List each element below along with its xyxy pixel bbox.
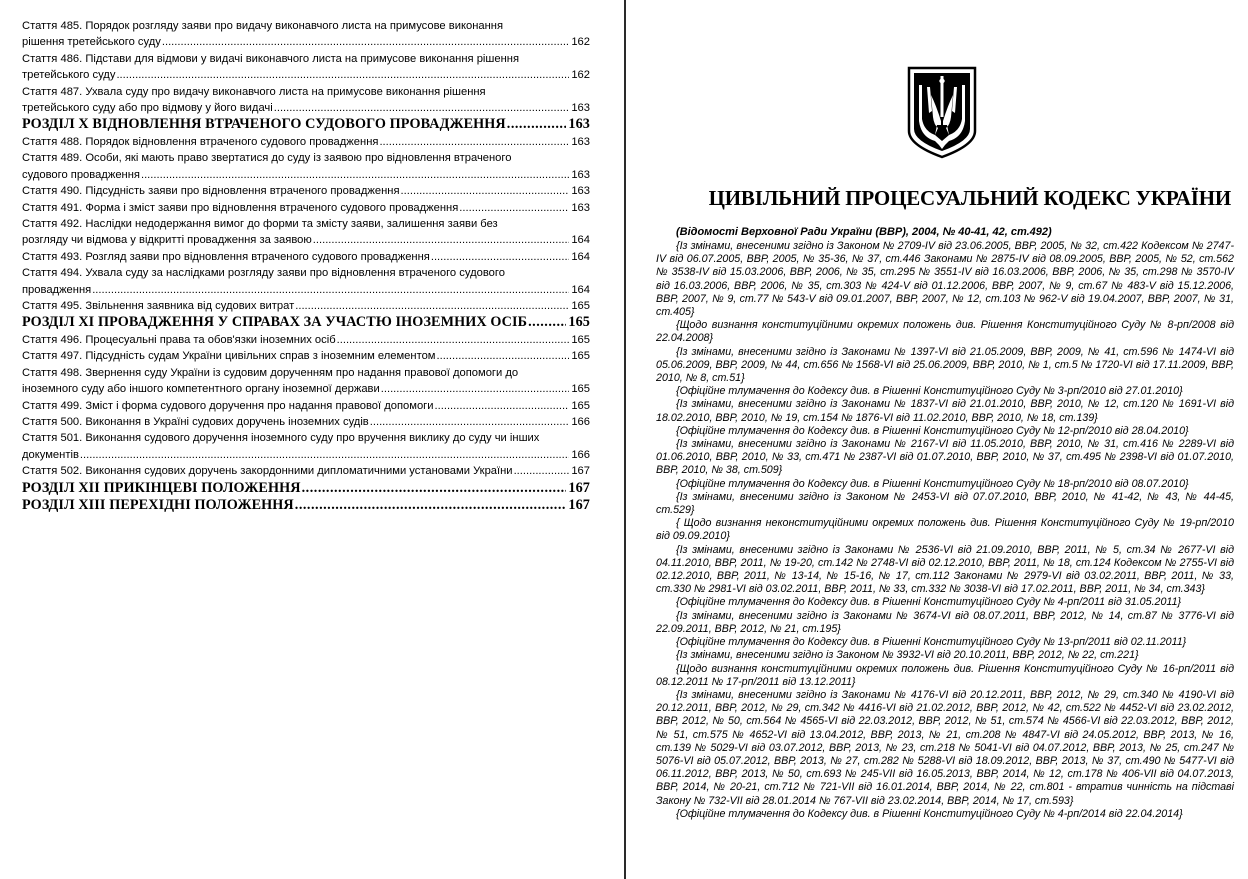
toc-entry[interactable]	[22, 134, 590, 150]
toc-entry-text: РОЗДІЛ XII ПРИКІНЦЕВІ ПОЛОЖЕННЯ	[22, 479, 301, 496]
toc-entry[interactable]	[22, 298, 590, 314]
toc-entry-text: Стаття 485. Порядок розгляду заяви про видачу виконавчого листа на примусове виконання	[22, 20, 504, 32]
toc-page-number: 165	[571, 350, 590, 363]
trident-emblem-icon	[905, 65, 979, 159]
toc-entry-text: Стаття 487. Ухвала суду про видачу виконавчого листа на примусове виконання рішення	[22, 85, 486, 98]
dot-leader	[381, 381, 570, 397]
toc-entry-text: Стаття 490. Підсудність заяви про відновлення втраченого провадження	[22, 185, 400, 198]
toc-entry-text: розгляду чи відмова у відкритті провадження за заявою	[22, 234, 312, 247]
dot-leader	[337, 332, 570, 348]
toc-entry-text: третейського суду	[22, 69, 116, 82]
toc-entry-text: рішення третейського суду	[22, 36, 161, 49]
toc-entry-text: третейського суду або про відмову у його видачі	[22, 102, 273, 115]
toc-entry-text: Стаття 488. Порядок відновлення втраченого судового провадження	[22, 135, 379, 148]
dot-leader	[80, 447, 569, 463]
amendment-note: {Із змінами, внесеними згідно із Законом № 2453-VI від 07.07.2010, ВВР, 2010, № 41-42, № 43, № 44-45, ст.529}	[656, 490, 1234, 517]
toc-entry[interactable]	[22, 398, 590, 414]
dot-leader	[528, 314, 566, 332]
dot-leader	[92, 282, 569, 298]
toc-page-number: 163	[571, 102, 590, 115]
toc-entry-text: іноземного суду або іншого компетентного органу іноземної держави	[22, 383, 380, 396]
toc-page-number: 167	[568, 479, 590, 496]
dot-leader	[162, 34, 569, 50]
toc-page-number: 164	[571, 234, 590, 247]
amendment-note: {Офіційне тлумачення до Кодексу див. в Рішенні Конституційного Суду № 4-рп/2014 від 22.04.2014}	[676, 807, 1183, 820]
dot-leader	[436, 348, 569, 364]
amendment-note: {Із змінами, внесеними згідно із Законами № 3674-VI від 08.07.2011, ВВР, 2012, № 14, ст.87 № 3776-VI від 22.09.2011, ВВР, 2012, № 21, ст.195}	[656, 609, 1234, 635]
dot-leader	[507, 116, 567, 134]
toc-entry[interactable]	[22, 150, 590, 183]
toc-section[interactable]	[22, 480, 590, 498]
toc-entry-text: Стаття 486. Підстави для відмови у видачі виконавчого листа на примусове виконання рішення	[22, 52, 520, 65]
amendment-note: {Офіційне тлумачення до Кодексу див. в Рішенні Конституційного Суду № 13-рп/2011 від 02.11.2011}	[676, 636, 1187, 649]
toc-entry-text: провадження	[22, 283, 92, 296]
amendment-note: {Із змінами, внесеними згідно із Законами № 1837-VI від 21.01.2010, ВВР, 2010, № 12, ст.120 № 1691-VI від 18.02.2010, ВВР, 2010, № 19, ст.154 № 1876-VI від 11.02.2010, ВВР, 2010, № 18, ст.139}	[656, 398, 1234, 424]
toc-page-number: 162	[571, 69, 590, 82]
toc-entry-text: Стаття 494. Ухвала суду за наслідками розгляду заяви про відновлення втраченого судового	[22, 267, 505, 280]
toc-entry-text: Стаття 497. Підсудність судам України цивільних справ з іноземним елементом	[22, 350, 436, 363]
toc-entry-text: РОЗДІЛ X ВІДНОВЛЕННЯ ВТРАЧЕНОГО СУДОВОГО ПРОВАДЖЕННЯ	[22, 116, 506, 133]
toc-entry[interactable]	[22, 348, 590, 364]
toc-page-number: 164	[571, 283, 590, 296]
toc-entry-text: Стаття 492. Наслідки недодержання вимог до форми та змісту заяви, залишення заяви без	[22, 217, 498, 230]
toc-entry-text: Стаття 498. Звернення суду України із судовим дорученням про надання правової допомоги до	[22, 366, 519, 379]
toc-page-number: 163	[571, 201, 590, 214]
toc-entry-text: документів	[22, 448, 79, 461]
dot-leader	[274, 100, 570, 116]
amendment-note: {Із змінами, внесеними згідно із Законами № 2536-VI від 21.09.2010, ВВР, 2011, № 5, ст.34 № 2677-VI від 04.11.2010, ВВР, 2011, № 19-20, ст.142 № 2748-VI від 02.12.2010, ВВР, 2011, № 18, ст.124 Кодексом № 2755-VI від 02.12.2010, ВВР, 2011, № 13-14, № 15-16, № 17, ст.112 Законами № 2979-VI від 03.02.2011, ВВР, 2011, № 33, ст.330 № 2981-VI від 03.02.2011, ВВР, 2011, № 33, ст.332 № 3038-VI від 17.02.2011, ВВР, 2011, № 34, ст.343}	[656, 543, 1234, 596]
toc-section[interactable]	[22, 116, 590, 134]
toc-page-number: 165	[571, 399, 590, 412]
amendment-note: {Із змінами, внесеними згідно із Законом № 3932-VI від 20.10.2011, ВВР, 2012, № 22, ст.221}	[676, 649, 1139, 662]
dot-leader	[370, 414, 570, 430]
dot-leader	[116, 67, 569, 83]
toc-entry[interactable]	[22, 332, 590, 348]
toc-section[interactable]	[22, 314, 590, 332]
toc-entry-text: Стаття 500. Виконання в Україні судових доручень іноземних судів	[22, 415, 369, 428]
toc-entry[interactable]	[22, 18, 590, 51]
toc-page-number: 165	[571, 383, 590, 396]
toc-page-number: 164	[571, 250, 590, 263]
dot-leader	[302, 480, 567, 498]
toc-entry-text: Стаття 491. Форма і зміст заяви про відновлення втраченого судового провадження	[22, 201, 459, 214]
toc-page-number: 167	[571, 465, 590, 478]
toc-entry-text: Стаття 495. Звільнення заявника від судових витрат	[22, 300, 295, 312]
toc-page-number: 165	[568, 314, 590, 331]
toc-entry-text: РОЗДІЛ XI ПРОВАДЖЕННЯ У СПРАВАХ ЗА УЧАСТЮ ІНОЗЕМНИХ ОСІБ	[22, 314, 528, 331]
toc-page-number: 167	[568, 497, 590, 514]
toc-entry-text: Стаття 496. Процесуальні права та обов'язки іноземних осіб	[22, 333, 336, 346]
table-of-contents	[22, 18, 590, 515]
source-reference: (Відомості Верховної Ради України (ВВР), 2004, № 40-41, 42, ст.492)	[676, 226, 1052, 238]
document-title: ЦИВІЛЬНИЙ ПРОЦЕСУАЛЬНИЙ КОДЕКС УКРАЇНИ	[708, 186, 1231, 210]
toc-page-number: 163	[571, 185, 590, 198]
toc-entry[interactable]	[22, 183, 590, 199]
toc-entry[interactable]	[22, 51, 590, 84]
toc-entry[interactable]	[22, 265, 590, 298]
amendment-note: {Офіційне тлумачення до Кодексу див. в Рішенні Конституційного Суду № 18-рп/2010 від 08.07.2010}	[676, 477, 1189, 490]
toc-section[interactable]	[22, 497, 590, 515]
dot-leader	[313, 232, 570, 248]
toc-entry[interactable]	[22, 463, 590, 479]
amendment-note: {Із змінами, внесеними згідно із Законами № 1397-VI від 21.05.2009, ВВР, 2009, № 41, ст.596 № 1474-VI від 05.06.2009, ВВР, 2009, № 44, ст.656 № 1568-VI від 25.06.2009, ВВР, 2010, № 1, ст.5 № 1720-VI від 17.11.2009, ВВР, 2010, № 8, ст.51}	[656, 345, 1234, 385]
toc-entry[interactable]	[22, 249, 590, 265]
dot-leader	[459, 200, 569, 216]
amendment-note: {Щодо визнання конституційними окремих положень див. Рішення Конституційного Суду № 8-рп/2008 від 22.04.2008}	[656, 319, 1234, 345]
amendment-note: {Офіційне тлумачення до Кодексу див. в Рішенні Конституційного Суду № 4-рп/2011 від 31.05.2011}	[676, 596, 1182, 609]
toc-entry[interactable]	[22, 84, 590, 117]
page-divider	[624, 0, 626, 879]
toc-entry-text: Стаття 501. Виконання судового доручення іноземного суду про вручення виклику до суду чи інших	[22, 432, 540, 445]
toc-page-number: 165	[571, 333, 590, 346]
toc-entry-text: Стаття 499. Зміст і форма судового доручення про надання правової допомоги	[22, 399, 434, 412]
toc-entry[interactable]	[22, 200, 590, 216]
toc-entry[interactable]	[22, 216, 590, 249]
toc-page-number: 165	[571, 300, 590, 312]
toc-entry-text: Стаття 489. Особи, які мають право звертатися до суду із заявою про відновлення втраченого	[22, 152, 512, 165]
toc-page-number: 166	[571, 415, 590, 428]
amendment-note: {Із змінами, внесеними згідно із Законами № 2167-VI від 11.05.2010, ВВР, 2010, № 31, ст.416 № 2289-VI від 01.06.2010, ВВР, 2010, № 33, ст.471 № 2387-VI від 01.07.2010, ВВР, 2010, № 37, ст.495 № 2398-VI від 01.07.2010, ВВР, 2010, № 38, ст.509}	[656, 438, 1234, 477]
dot-leader	[401, 183, 570, 199]
toc-entry-text: Стаття 493. Розгляд заяви про відновлення втраченого судового провадження	[22, 250, 430, 263]
toc-page-number: 163	[571, 135, 590, 148]
dot-leader	[435, 398, 570, 414]
amendment-note: {Із змінами, внесеними згідно із Законами № 4176-VI від 20.12.2011, ВВР, 2012, № 29, ст.340 № 4190-VI від 20.12.2011, ВВР, 2012, № 29, ст.342 № 4416-VI від 21.02.2012, ВВР, 2012, № 42, ст.522 № 4452-VI від 23.02.2012, ВВР, 2012, № 50, ст.564 № 4565-VI від 22.03.2012, ВВР, 2012, № 51, ст.574 № 4566-VI від 22.03.2012, ВВР, 2012, № 51, ст.575 № 4652-VI від 13.04.2012, ВВР, 2013, № 21, ст.208 № 4847-VI від 24.05.2012, ВВР, 2013, № 16, ст.139 № 5029-VI від 03.07.2012, ВВР, 2013, № 23, ст.218 № 5041-VI від 04.07.2012, ВВР, 2013, № 25, ст.247 № 5076-VI від 05.07.2012, ВВР, 2013, № 27, ст.282 № 5288-VI від 18.09.2012, ВВР, 2013, № 37, ст.490 № 5477-VI від 06.11.2012, ВВР, 2013, № 50, ст.693 № 245-VII від 16.05.2013, ВВР, 2014, № 12, ст.178 № 406-VII від 04.07.2013, ВВР, 2014, № 20-21, ст.712 № 721-VII від 16.01.2014, ВВР, 2014, № 22, ст.801 - втратив чинність на підставі Закону № 732-VII від 28.01.2014 № 767-VII від 23.02.2014, ВВР, 2014, № 17, ст.593}	[656, 688, 1234, 807]
toc-entry-text: РОЗДІЛ XIII ПЕРЕХІДНІ ПОЛОЖЕННЯ	[22, 497, 294, 514]
dot-leader	[295, 298, 569, 314]
dot-leader	[379, 134, 569, 150]
toc-entry-text: Стаття 502. Виконання судових доручень закордонними дипломатичними установами України	[22, 465, 513, 478]
dot-leader	[514, 463, 570, 479]
amendment-note: { Щодо визнання неконституційними окремих положень див. Рішення Конституційного Суду № 19-рп/2010 від 09.09.2010}	[656, 517, 1234, 543]
dot-leader	[431, 249, 569, 265]
toc-page-number: 162	[571, 36, 590, 49]
amendment-note: {Із змінами, внесеними згідно із Законом № 2709-IV від 23.06.2005, ВВР, 2005, № 32, ст.422 Кодексом № 2747-IV від 06.07.2005, ВВР, 2005, № 35-36, № 37, ст.446 Законами № 2875-IV від 08.09.2005, ВВР, 2005, № 52, ст.562 № 3538-IV від 15.03.2006, ВВР, 2006, № 35, ст.295 № 3551-IV від 16.03.2006, ВВР, 2006, № 35, ст.298 № 3570-IV від 16.03.2006, ВВР, 2006, № 35, ст.303 № 424-V від 01.12.2006, ВВР, 2007, № 9, ст.67 № 483-V від 15.12.2006, ВВР, 2007, № 9, ст.77 № 543-V від 09.01.2007, ВВР, 2007, № 12, ст.103 № 962-V від 19.04.2007, ВВР, 2007, № 31, ст.405}	[656, 240, 1234, 319]
toc-entry-text: судового провадження	[22, 168, 140, 181]
amendment-note: {Щодо визнання конституційними окремих положень див. Рішення Конституційного Суду № 16-рп/2011 від 08.12.2011 № 17-рп/2011 від 13.12.2011}	[656, 662, 1234, 688]
amendment-note: {Офіційне тлумачення до Кодексу див. в Рішенні Конституційного Суду № 12-рп/2010 від 28.04.2010}	[676, 424, 1189, 437]
toc-entry[interactable]	[22, 365, 590, 398]
toc-page-number: 163	[568, 116, 590, 133]
toc-entry[interactable]	[22, 414, 590, 430]
amendment-note: {Офіційне тлумачення до Кодексу див. в Рішенні Конституційного Суду № 3-рп/2010 від 27.01.2010}	[676, 385, 1183, 398]
toc-entry[interactable]	[22, 430, 590, 463]
amendments-list	[656, 240, 1234, 821]
toc-page-number: 166	[571, 448, 590, 461]
dot-leader	[141, 167, 569, 183]
dot-leader	[295, 497, 567, 515]
toc-page-number: 163	[571, 168, 590, 181]
